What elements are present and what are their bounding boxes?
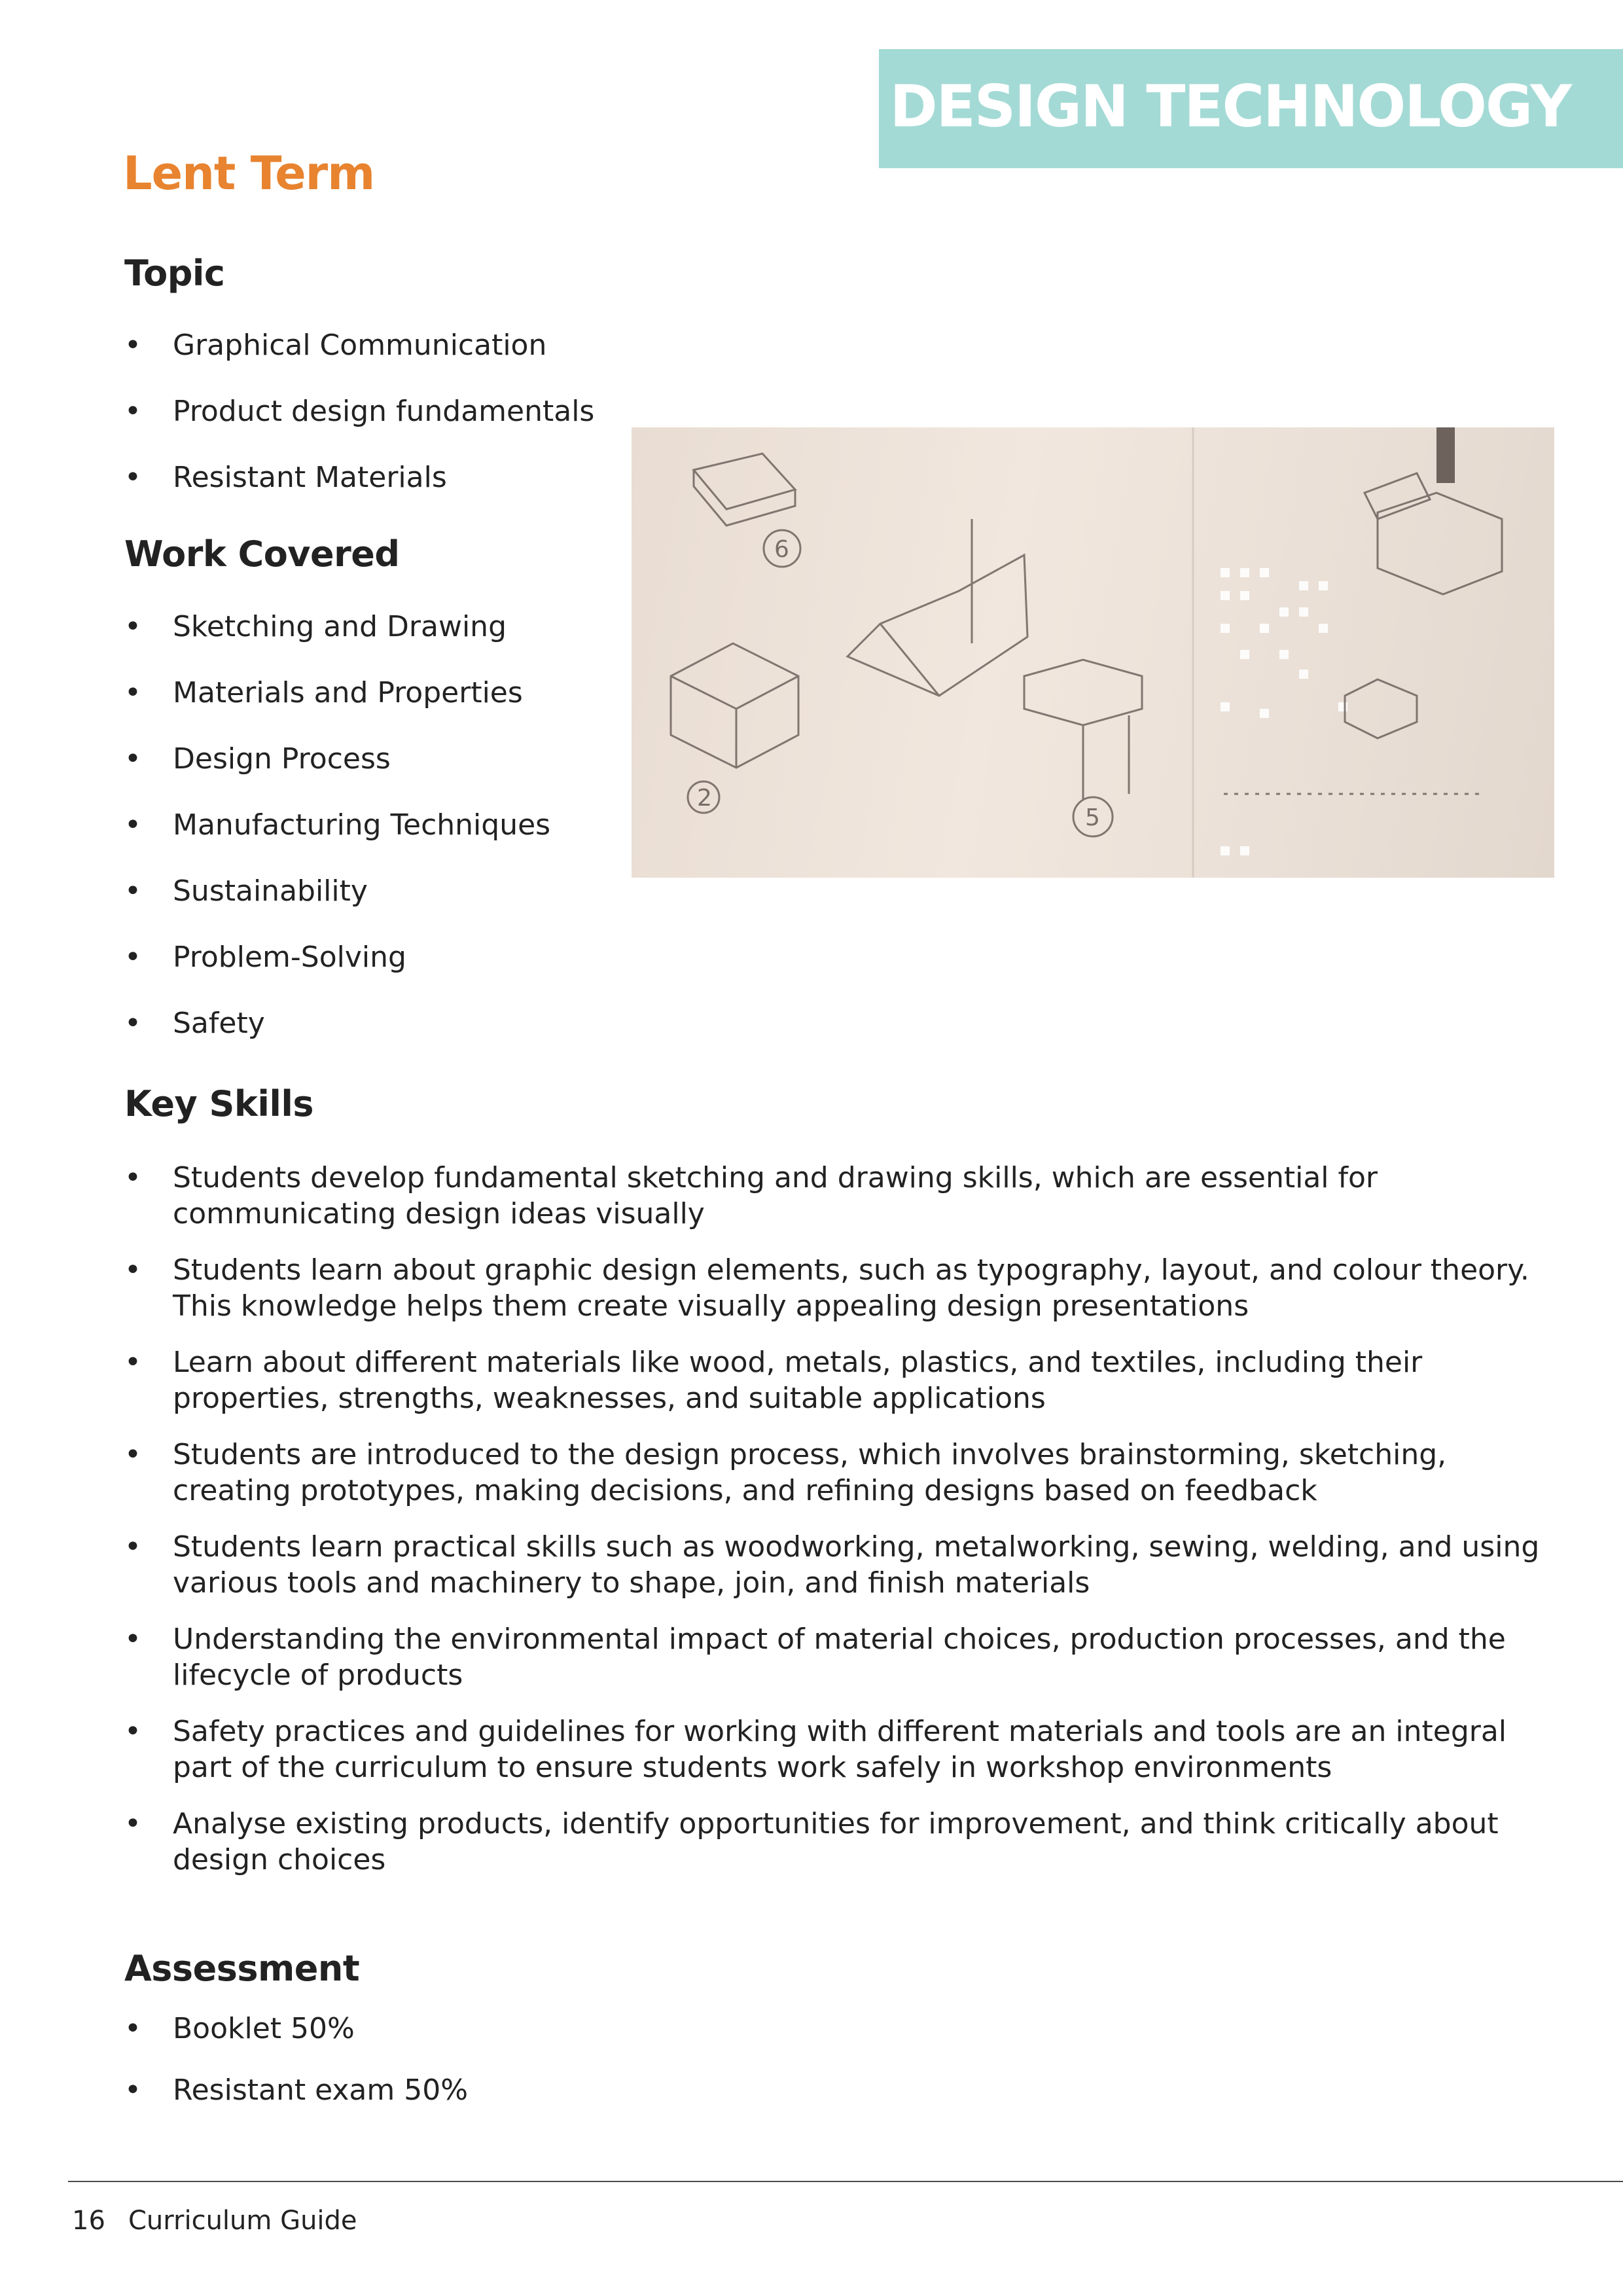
topic-heading: Topic	[124, 253, 225, 294]
bullet-icon: •	[124, 808, 141, 842]
bullet-icon: •	[124, 1623, 141, 1656]
bullet-icon: •	[124, 1253, 141, 1287]
list-item	[124, 393, 594, 459]
list-item	[124, 1713, 1567, 1785]
list-item-text: Design Process	[173, 742, 391, 776]
footer-divider	[68, 2181, 1623, 2182]
list-item	[124, 1806, 1567, 1878]
list-item-text: Understanding the environmental impact of material choices, production processes, and the lifecycle of products	[173, 1623, 1506, 1692]
work-covered-list	[124, 609, 550, 1071]
term-title: Lent Term	[123, 147, 375, 200]
sketch-illustration	[632, 427, 1554, 878]
list-item-text: Sustainability	[173, 874, 368, 908]
list-item	[124, 327, 594, 393]
list-item-text: Booklet 50%	[173, 2012, 355, 2045]
bullet-icon: •	[124, 1715, 141, 1748]
subject-title: DESIGN TECHNOLOGY	[889, 73, 1571, 140]
list-item-text: Safety	[173, 1007, 265, 1040]
list-item	[124, 939, 550, 1005]
bullet-icon: •	[124, 1346, 141, 1379]
list-item-text: Resistant exam 50%	[173, 2073, 469, 2107]
list-item-text: Graphical Communication	[173, 329, 547, 362]
list-item-text: Problem-Solving	[173, 941, 406, 974]
bullet-icon: •	[124, 461, 141, 494]
footer-page-number: 16	[72, 2206, 105, 2236]
list-item-text: Students learn practical skills such as woodworking, metalworking, sewing, welding, and using various tools and machinery to shape, join, and finish materials	[173, 1530, 1540, 1600]
bullet-icon: •	[124, 742, 141, 776]
list-item	[124, 873, 550, 939]
list-item	[124, 2011, 468, 2072]
list-item-text: Students develop fundamental sketching and drawing skills, which are essential for communicating design ideas visually	[173, 1161, 1378, 1230]
list-item	[124, 1437, 1567, 1509]
list-item-text: Sketching and Drawing	[173, 610, 507, 643]
list-item-text: Students learn about graphic design elements, such as typography, layout, and colour theory. This knowledge helps them create visually appealing design presentations	[173, 1253, 1529, 1323]
key-skills-list	[124, 1160, 1567, 1898]
bullet-icon: •	[124, 676, 141, 709]
list-item-text: Safety practices and guidelines for working with different materials and tools are an integral part of the curriculum to ensure students work safely in workshop environments	[173, 1715, 1507, 1784]
list-item	[124, 1252, 1567, 1324]
list-item	[124, 459, 594, 526]
bullet-icon: •	[124, 395, 141, 428]
list-item-text: Students are introduced to the design process, which involves brainstorming, sketching, creating prototypes, making decisions, and refining designs based on feedback	[173, 1438, 1447, 1507]
list-item-text: Product design fundamentals	[173, 395, 595, 428]
bullet-icon: •	[124, 874, 141, 908]
list-item	[124, 1005, 550, 1071]
footer-label: Curriculum Guide	[128, 2206, 357, 2236]
list-item-text: Manufacturing Techniques	[173, 808, 551, 842]
bullet-icon: •	[124, 329, 141, 362]
key-skills-heading: Key Skills	[124, 1083, 313, 1124]
list-item-text: Learn about different materials like wood, metals, plastics, and textiles, including their properties, strengths, weaknesses, and suitable applications	[173, 1346, 1423, 1415]
list-item	[124, 675, 550, 741]
list-item	[124, 1160, 1567, 1232]
bullet-icon: •	[124, 610, 141, 643]
assessment-list	[124, 2011, 468, 2134]
work-covered-heading: Work Covered	[124, 533, 400, 575]
list-item-text: Resistant Materials	[173, 461, 447, 494]
bullet-icon: •	[124, 2012, 141, 2045]
bullet-icon: •	[124, 941, 141, 974]
list-item	[124, 2072, 468, 2134]
subject-banner	[879, 49, 1623, 168]
sketch-number-label: 6	[774, 536, 789, 563]
list-item	[124, 741, 550, 807]
list-item	[124, 1529, 1567, 1601]
whiteboard-sketch-photo	[632, 427, 1554, 878]
list-item-text: Materials and Properties	[173, 676, 523, 709]
list-item-text: Analyse existing products, identify opportunities for improvement, and think critically about design choices	[173, 1807, 1499, 1876]
list-item	[124, 609, 550, 675]
list-item	[124, 1621, 1567, 1693]
bullet-icon: •	[124, 2073, 141, 2107]
sketch-number-label: 2	[697, 785, 712, 812]
bullet-icon: •	[124, 1007, 141, 1040]
assessment-heading: Assessment	[124, 1948, 360, 1989]
bullet-icon: •	[124, 1530, 141, 1564]
bullet-icon: •	[124, 1161, 141, 1194]
bullet-icon: •	[124, 1438, 141, 1471]
bullet-icon: •	[124, 1807, 141, 1840]
list-item	[124, 807, 550, 873]
list-item	[124, 1344, 1567, 1416]
topic-list	[124, 327, 594, 526]
sketch-number-label: 5	[1085, 804, 1100, 831]
